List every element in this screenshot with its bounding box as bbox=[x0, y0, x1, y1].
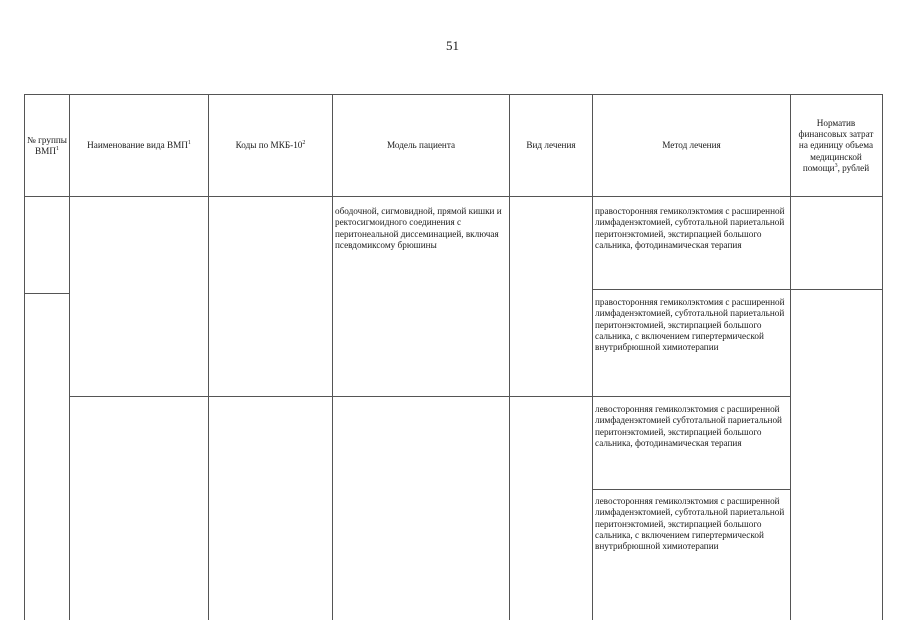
patient-model-cell: ободочной, сигмовидной, прямой кишки и ректосигмоидного соединения с перитонеальной диссеминацией, включая псевдомиксому брюшины bbox=[335, 206, 502, 250]
method-cell-4: левосторонняя гемиколэктомия с расширенной лимфаденэктомией, субтотальной париетальной перитонэктомией, экстирпацией большого сальника, с включением гипертермической внутрибрюшной химиотерапии bbox=[595, 496, 785, 552]
row-line-section-2 bbox=[69, 396, 790, 397]
method-cell-1: правосторонняя гемиколэктомия с расширенной лимфаденэктомией, субтотальной париетальной перитонэктомией, экстирпацией большого сальника, фотодинамическая терапия bbox=[595, 206, 785, 250]
method-cell-3: левосторонняя гемиколэктомия с расширенной лимфаденэктомией субтотальной париетальной перитонэктомией, экстирпацией большого сальника, фотодинамическая терапия bbox=[595, 404, 782, 448]
header-group-no: № группы ВМП$^1$ bbox=[27, 134, 67, 156]
row-line-method-1 bbox=[592, 289, 882, 290]
page-number: 51 bbox=[446, 38, 459, 53]
header-patient-model: Модель пациента bbox=[386, 140, 456, 151]
header-treatment-method: Метод лечения bbox=[662, 140, 721, 151]
row-line-group-split bbox=[24, 293, 69, 294]
col-border-6 bbox=[790, 94, 791, 620]
header-vmp-name: Наименование вида ВМП$^1$ bbox=[87, 140, 191, 151]
header-mkb-codes: Коды по МКБ-$10^2$ bbox=[235, 140, 306, 151]
table-top-border bbox=[24, 94, 882, 95]
header-treatment-type: Вид лечения bbox=[526, 140, 576, 151]
header-cost-norm: Норматив финансовых затрат на единицу объема медицинской помощи$^3$, рублей bbox=[798, 117, 874, 173]
col-border-7 bbox=[882, 94, 883, 620]
row-line-method-3 bbox=[592, 489, 790, 490]
method-cell-2: правосторонняя гемиколэктомия с расширенной лимфаденэктомией, субтотальной париетальной перитонэктомией, экстирпацией большого сальника, с включением гипертермической внутрибрюшной химиотерапии bbox=[595, 297, 785, 353]
header-bottom-border bbox=[24, 196, 882, 197]
